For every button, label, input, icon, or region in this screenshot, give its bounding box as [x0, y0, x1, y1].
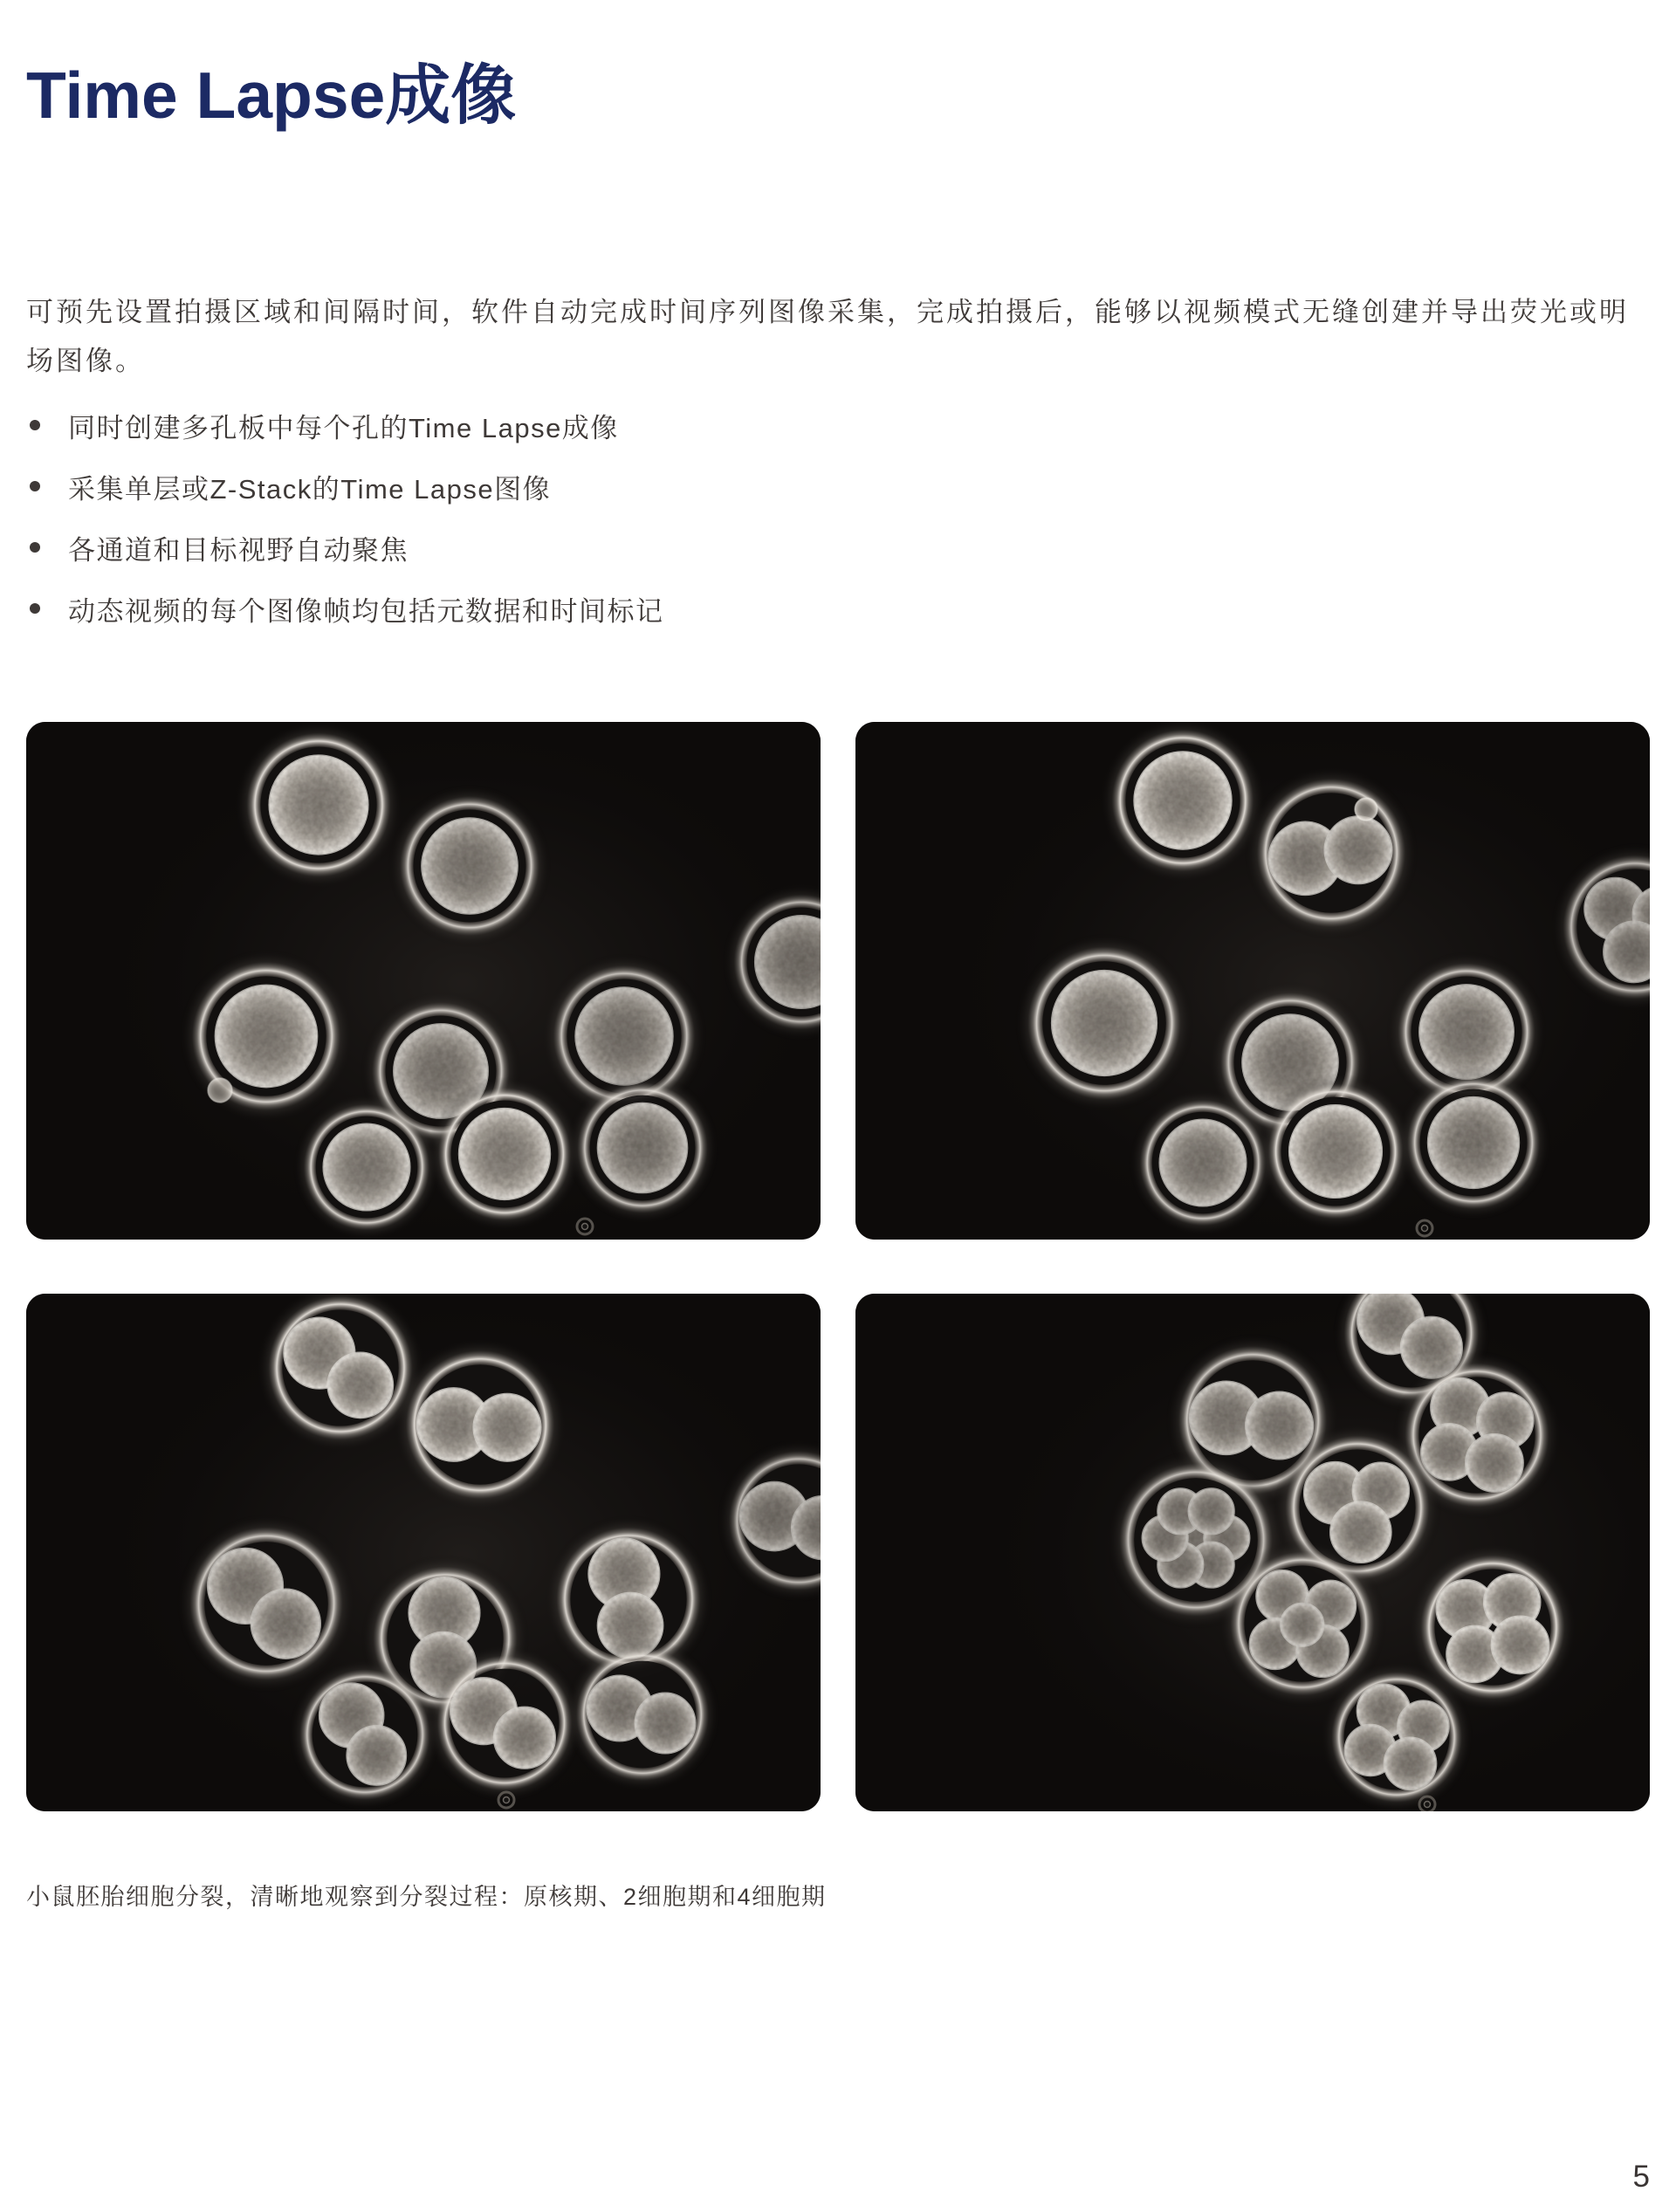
- list-item: [30, 395, 664, 456]
- micrograph-4cell-image: [855, 1294, 1650, 1811]
- list-item-label: 采集单层或Z-Stack的Time Lapse图像: [68, 473, 552, 505]
- list-item: [30, 517, 664, 578]
- list-item: [30, 456, 664, 517]
- figure-grid: [26, 722, 1650, 1811]
- bullet-icon: [30, 603, 40, 614]
- list-item-label: 同时创建多孔板中每个孔的Time Lapse成像: [68, 412, 619, 443]
- micrograph-pronuclear-1: [26, 722, 821, 1240]
- bullet-icon: [30, 542, 40, 553]
- page-number: 5: [1632, 2160, 1650, 2194]
- list-item-label: 各通道和目标视野自动聚焦: [68, 534, 409, 566]
- micrograph-4cell: [855, 1294, 1650, 1811]
- bullet-icon: [30, 481, 40, 491]
- page-title: Time Lapse成像: [26, 58, 517, 133]
- micrograph-2cell: [26, 1294, 821, 1811]
- intro-paragraph: 可预先设置拍摄区域和间隔时间，软件自动完成时间序列图像采集，完成拍摄后，能够以视频模式无缝创建并导出荧光或明场图像。: [26, 297, 1629, 376]
- feature-list: [30, 395, 664, 639]
- list-item: [30, 578, 664, 639]
- micrograph-pronuclear-1-image: [26, 722, 821, 1240]
- bullet-icon: [30, 420, 40, 430]
- micrograph-2cell-image: [26, 1294, 821, 1811]
- list-item-label: 动态视频的每个图像帧均包括元数据和时间标记: [68, 595, 664, 627]
- micrograph-pronuclear-2: [855, 722, 1650, 1240]
- micrograph-pronuclear-2-image: [855, 722, 1650, 1240]
- figure-caption: 小鼠胚胎细胞分裂，清晰地观察到分裂过程：原核期、2细胞期和4细胞期: [26, 1884, 827, 1910]
